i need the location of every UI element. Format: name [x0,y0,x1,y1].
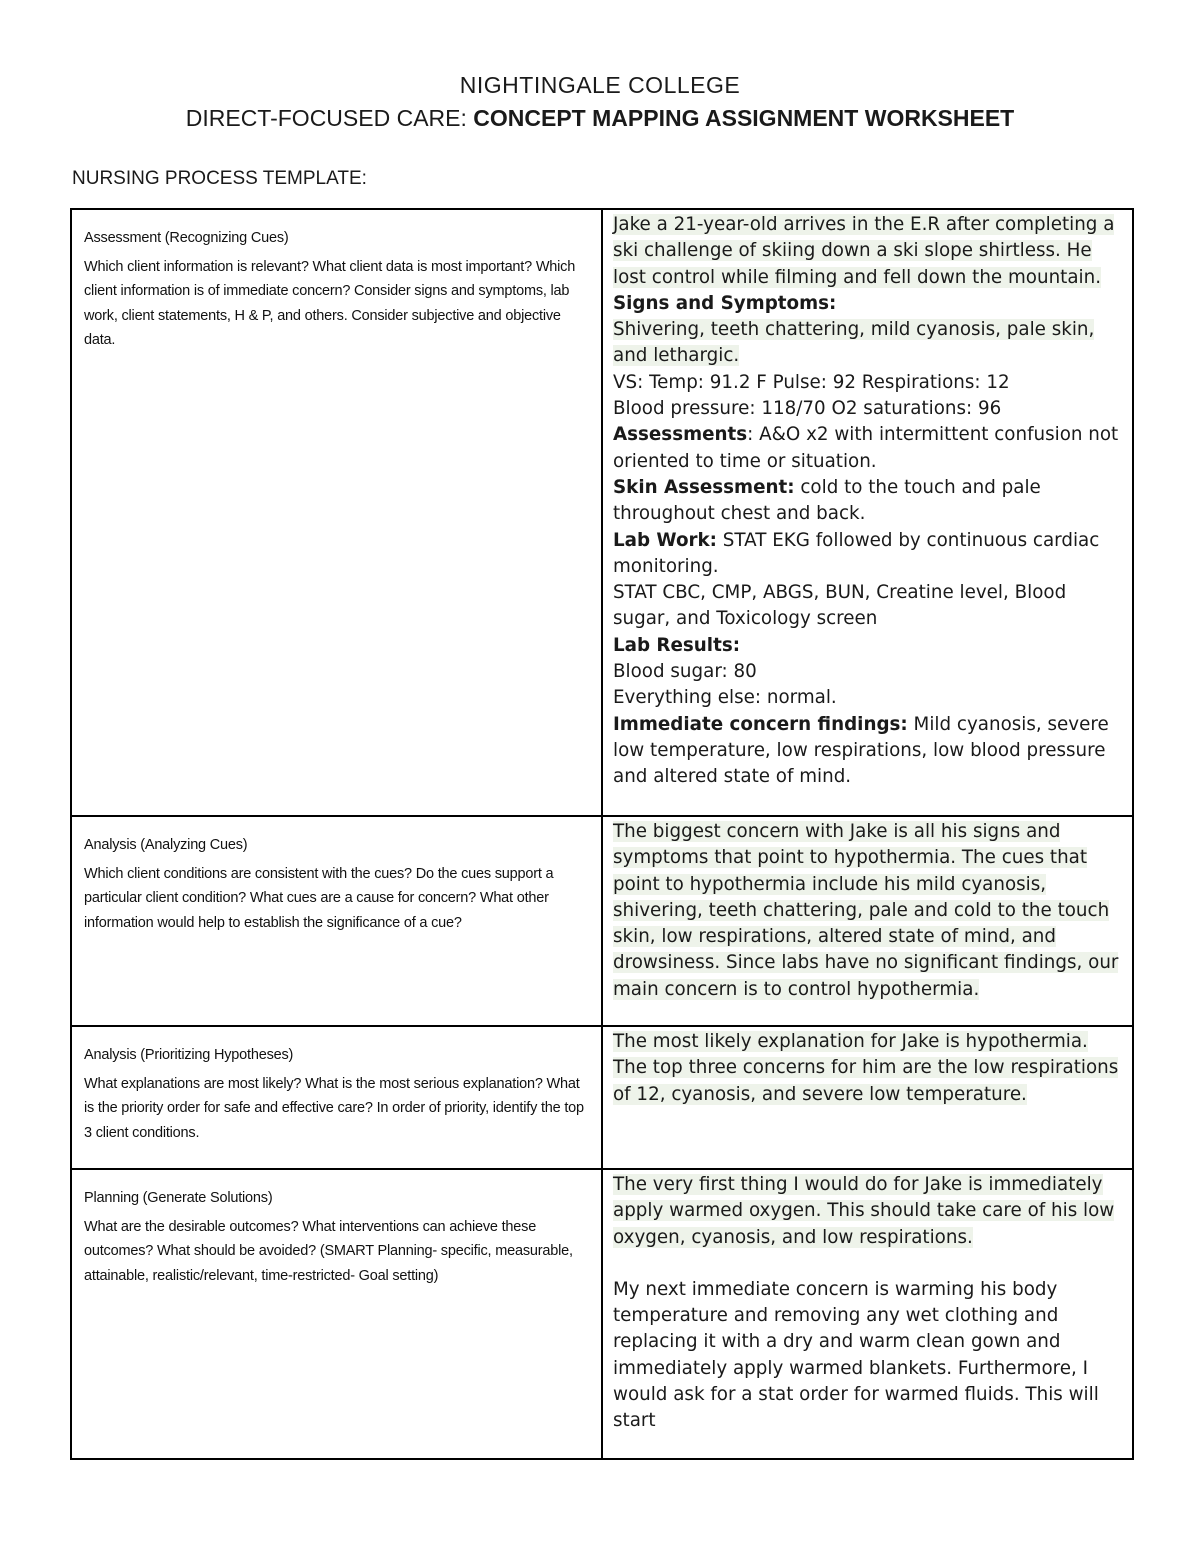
college-title: NIGHTINGALE COLLEGE [459,72,741,98]
response-cell[interactable] [602,816,1133,1026]
table-row-planning [71,1169,1133,1459]
table-row-analyzing-cues [71,816,1133,1026]
row-heading: Planning (Generate Solutions) [84,1190,273,1206]
assessments-label: Assessments [613,424,748,446]
skin-assessment-text: cold to the touch and pale throughout chest and back. [613,476,1041,525]
row-question: Which client information is relevant? What client data is most important? Which client information is of immediate concern? Consider signs and symptoms, lab work, client statements, H & P, and others. Consider subjective and objective data. [84,258,576,348]
analysis-response: The biggest concern with Jake is all his signs and symptoms that point to hypothermia. The cues that point to hypothermia include his mild cyanosis, shivering, teeth chattering, pale and cold to the touch skin, low respirations, altered state of mind, and drowsiness. Since labs have no significant findings, our main concern is to control hypothermia. [613,821,1119,1000]
skin-assessment-label: Skin Assessment: [613,476,795,498]
nursing-process-table [70,208,1134,1460]
assessment-intro: Jake a 21-year-old arrives in the E.R after completing a ski challenge of skiing down a ski slope shirtless. He lost control while filming and fell down the mountain. [613,214,1115,288]
course-title: CONCEPT MAPPING ASSIGNMENT WORKSHEET [473,105,1015,131]
row-question: What explanations are most likely? What is the most serious explanation? What is the priority order for safe and effective care? In order of priority, identify the top 3 client conditions. [84,1075,584,1141]
lab-work-text: STAT EKG followed by continuous cardiac monitoring. [613,529,1100,577]
row-heading: Analysis (Analyzing Cues) [84,837,248,853]
response-cell[interactable] [602,1169,1133,1459]
template-label: NURSING PROCESS TEMPLATE: [72,168,367,189]
immediate-concern-text: Mild cyanosis, severe low temperature, low respirations, low blood pressure and altered state of mind. [613,713,1109,788]
vital-signs-line1: VS: Temp: 91.2 F Pulse: 92 Respirations: 12 [613,371,1010,393]
lab-results-line2: Everything else: normal. [613,687,837,709]
row-question: What are the desirable outcomes? What interventions can achieve these outcomes? What should be avoided? (SMART Planning- specific, measurable, attainable, realistic/relevant, time-restricted- Goal setting) [84,1218,573,1284]
response-cell[interactable] [602,209,1133,816]
table-row-assessment [71,209,1133,816]
immediate-concern-label: Immediate concern findings: [613,713,908,735]
worksheet-title [0,105,1200,132]
signs-label: Signs and Symptoms: [613,292,837,314]
lab-results-line1: Blood sugar: 80 [613,661,757,683]
prioritizing-response: The most likely explanation for Jake is hypothermia. The top three concerns for him are the low respirations of 12, cyanosis, and severe low temperature. [613,1031,1119,1105]
label-cell [71,816,602,1026]
lab-work-text-2: STAT CBC, CMP, ABGS, BUN, Creatine level, Blood sugar, and Toxicology screen [613,582,1067,630]
row-question: Which client conditions are consistent with the cues? Do the cues support a particular client condition? What cues are a cause for concern? What other information would help to establish the significance of a cue? [84,865,554,931]
table-row-prioritizing-hypotheses [71,1026,1133,1169]
row-heading: Analysis (Prioritizing Hypotheses) [84,1047,294,1063]
label-cell [71,1026,602,1169]
assessments-text: : A&O x2 with intermittent confusion not oriented to time or situation. [613,424,1119,472]
label-cell [71,209,602,816]
row-heading: Assessment (Recognizing Cues) [84,230,289,246]
course-prefix: DIRECT-FOCUSED CARE: [185,105,474,131]
label-cell [71,1169,602,1459]
lab-work-label: Lab Work: [613,529,717,551]
lab-results-label: Lab Results: [613,634,741,656]
response-cell[interactable] [602,1026,1133,1169]
planning-response-p2: My next immediate concern is warming his body temperature and removing any wet clothing and replacing it with a dry and warm clean gown and immediately apply warmed blankets. Furthermore, I would ask for a stat order for warmed fluids. This will start [613,1278,1099,1432]
signs-text: Shivering, teeth chattering, mild cyanosis, pale skin, and lethargic. [613,319,1095,367]
vital-signs-line2: Blood pressure: 118/70 O2 saturations: 96 [613,398,1002,420]
planning-response-p1: The very first thing I would do for Jake is immediately apply warmed oxygen. This should take care of his low oxygen, cyanosis, and low respirations. [613,1174,1115,1248]
